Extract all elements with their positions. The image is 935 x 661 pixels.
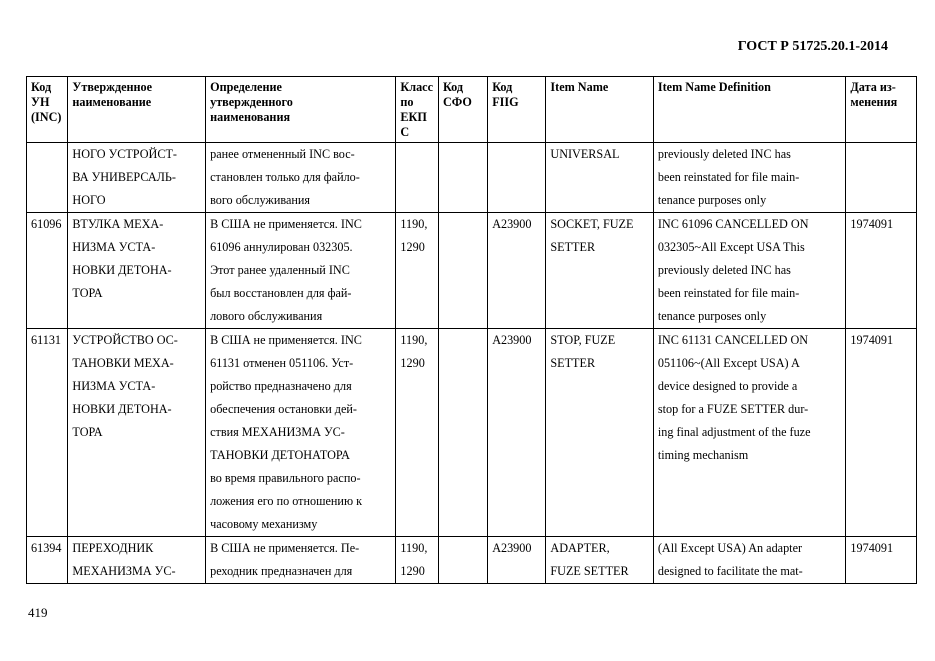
cell-date: 1974091 — [846, 329, 917, 537]
cell-name: УСТРОЙСТВО ОС- ТАНОВКИ МЕХА- НИЗМА УСТА- НОВКИ ДЕТОНА- ТОРА — [68, 329, 206, 537]
page-number: 419 — [28, 605, 48, 620]
cell-code: 61131 — [27, 329, 68, 537]
cell-class: 1190, 1290 — [396, 329, 439, 537]
cell-item-definition: previously deleted INC has been reinstated for file main- tenance purposes only — [653, 143, 846, 213]
cell-definition: В США не применяется. Пе- реходник предназначен для — [206, 537, 396, 584]
header-item-name-definition: Item Name Definition — [653, 77, 846, 143]
inc-table — [26, 76, 917, 584]
cell-fiig — [488, 143, 546, 213]
cell-date: 1974091 — [846, 213, 917, 329]
cell-item-name: SOCKET, FUZE SETTER — [546, 213, 653, 329]
cell-item-definition: INC 61096 CANCELLED ON 032305~All Except USA This previously deleted INC has been reinstated for file main- tenance purposes only — [653, 213, 846, 329]
cell-name: НОГО УСТРОЙСТ- ВА УНИВЕРСАЛЬ- НОГО — [68, 143, 206, 213]
table-row — [27, 537, 917, 584]
header-change-date: Дата из- менения — [846, 77, 917, 143]
cell-class: 1190, 1290 — [396, 213, 439, 329]
cell-item-definition: INC 61131 CANCELLED ON 051106~(All Except USA) A device designed to provide a stop for a FUZE SETTER dur- ing final adjustment of the fuze timing mechanism — [653, 329, 846, 537]
cell-definition: В США не применяется. INC 61096 аннулирован 032305. Этот ранее удаленный INC был восстановлен для фай- лового обслуживания — [206, 213, 396, 329]
header-approved-name: Утвержденное наименование — [68, 77, 206, 143]
table-row — [27, 143, 917, 213]
header-item-name: Item Name — [546, 77, 653, 143]
cell-date — [846, 143, 917, 213]
header-approved-definition: Определение утвержденного наименования — [206, 77, 396, 143]
table-row — [27, 329, 917, 537]
cell-sfo — [438, 329, 487, 537]
cell-code: 61394 — [27, 537, 68, 584]
cell-date: 1974091 — [846, 537, 917, 584]
cell-definition: В США не применяется. INC 61131 отменен 051106. Уст- ройство предназначено для обеспечения остановки дей- ствия МЕХАНИЗМА УС- ТАНОВКИ ДЕТОНАТОРА во время правильного распо- ложения его по отношению к часовому механизму — [206, 329, 396, 537]
cell-definition: ранее отмененный INC вос- становлен только для файло- вого обслуживания — [206, 143, 396, 213]
cell-item-definition: (All Except USA) An adapter designed to facilitate the mat- — [653, 537, 846, 584]
document-code: ГОСТ Р 51725.20.1-2014 — [737, 39, 888, 54]
header-class: Класс по ЕКП С — [396, 77, 439, 143]
cell-code — [27, 143, 68, 213]
header-inc-code: Код УН (INC) — [27, 77, 68, 143]
cell-fiig: A23900 — [488, 213, 546, 329]
cell-name: ПЕРЕХОДНИК МЕХАНИЗМА УС- — [68, 537, 206, 584]
table-row — [27, 213, 917, 329]
cell-class — [396, 143, 439, 213]
cell-sfo — [438, 537, 487, 584]
cell-name: ВТУЛКА МЕХА- НИЗМА УСТА- НОВКИ ДЕТОНА- ТОРА — [68, 213, 206, 329]
cell-fiig: A23900 — [488, 537, 546, 584]
cell-class: 1190, 1290 — [396, 537, 439, 584]
cell-item-name: ADAPTER, FUZE SETTER — [546, 537, 653, 584]
cell-item-name: UNIVERSAL — [546, 143, 653, 213]
cell-fiig: A23900 — [488, 329, 546, 537]
cell-sfo — [438, 143, 487, 213]
cell-code: 61096 — [27, 213, 68, 329]
header-sfo-code: Код СФО — [438, 77, 487, 143]
cell-item-name: STOP, FUZE SETTER — [546, 329, 653, 537]
cell-sfo — [438, 213, 487, 329]
header-fiig-code: Код FIIG — [488, 77, 546, 143]
table-header-row — [27, 77, 917, 143]
